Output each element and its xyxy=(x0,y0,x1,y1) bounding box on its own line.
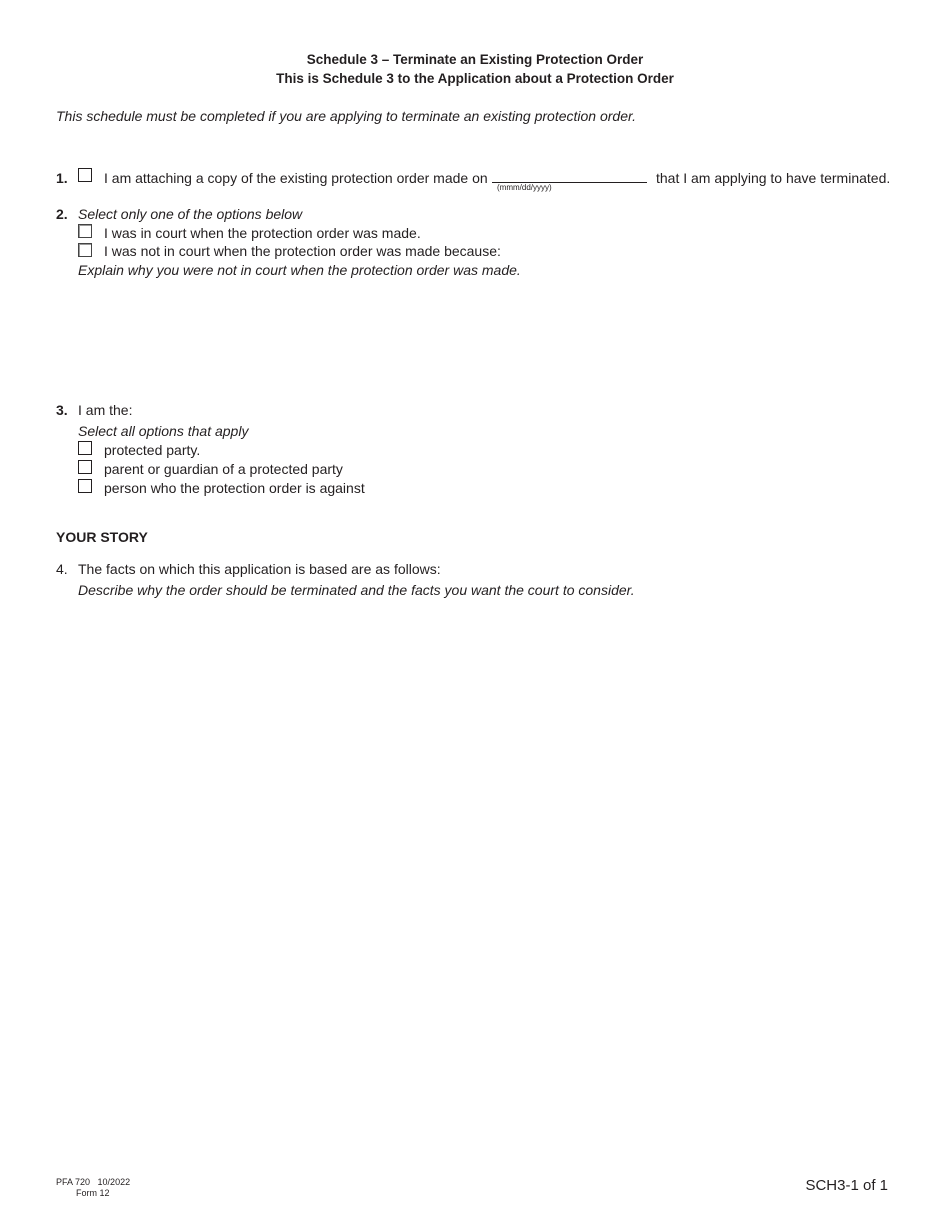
form-code-line xyxy=(56,1177,130,1188)
q1-text-after: that I am applying to have terminated. xyxy=(656,170,891,186)
q4-facts-area[interactable] xyxy=(78,604,888,1154)
q2-option-in-court-label: I was in court when the protection order was made. xyxy=(104,225,421,241)
q2-option-not-in-court-label: I was not in court when the protection order was made because: xyxy=(104,243,501,259)
q2-instruction: Select only one of the options below xyxy=(78,206,303,222)
q1-number: 1. xyxy=(56,170,68,186)
q3-number: 3. xyxy=(56,402,68,418)
schedule-subtitle: This is Schedule 3 to the Application about a Protection Order xyxy=(276,71,674,86)
q4-number: 4. xyxy=(56,561,68,577)
q2-option-in-court-checkbox[interactable] xyxy=(78,224,92,238)
schedule-title: Schedule 3 – Terminate an Existing Protection Order xyxy=(306,52,644,67)
q1-date-hint: (mmm/dd/yyyy) xyxy=(497,183,552,192)
form-number: Form 12 xyxy=(76,1188,110,1198)
intro-instruction: This schedule must be completed if you are applying to terminate an existing protection order. xyxy=(56,108,637,124)
your-story-heading: YOUR STORY xyxy=(56,529,148,545)
page-number: SCH3-1 of 1 xyxy=(805,1177,888,1194)
form-code: PFA 720 xyxy=(56,1177,91,1187)
q3-label: I am the: xyxy=(78,402,133,418)
q1-attach-checkbox[interactable] xyxy=(78,168,92,182)
q3-parent-guardian-label: parent or guardian of a protected party xyxy=(104,461,343,477)
q2-explain-instruction: Explain why you were not in court when the protection order was made. xyxy=(78,262,521,278)
q3-respondent-label: person who the protection order is against xyxy=(104,480,365,496)
q3-protected-party-label: protected party. xyxy=(104,442,201,458)
q3-parent-guardian-checkbox[interactable] xyxy=(78,460,92,474)
q4-label: The facts on which this application is based are as follows: xyxy=(78,561,441,577)
q1-date-field[interactable] xyxy=(492,168,647,183)
q1-text: I am attaching a copy of the existing protection order made on xyxy=(104,170,488,186)
q2-number: 2. xyxy=(56,206,68,222)
q4-instruction: Describe why the order should be terminated and the facts you want the court to consider. xyxy=(78,582,635,598)
q2-option-not-in-court-checkbox[interactable] xyxy=(78,243,92,257)
q3-respondent-checkbox[interactable] xyxy=(78,479,92,493)
q3-protected-party-checkbox[interactable] xyxy=(78,441,92,455)
form-date: 10/2022 xyxy=(97,1177,131,1187)
q2-explanation-area[interactable] xyxy=(78,282,888,392)
q3-instruction: Select all options that apply xyxy=(78,423,249,439)
